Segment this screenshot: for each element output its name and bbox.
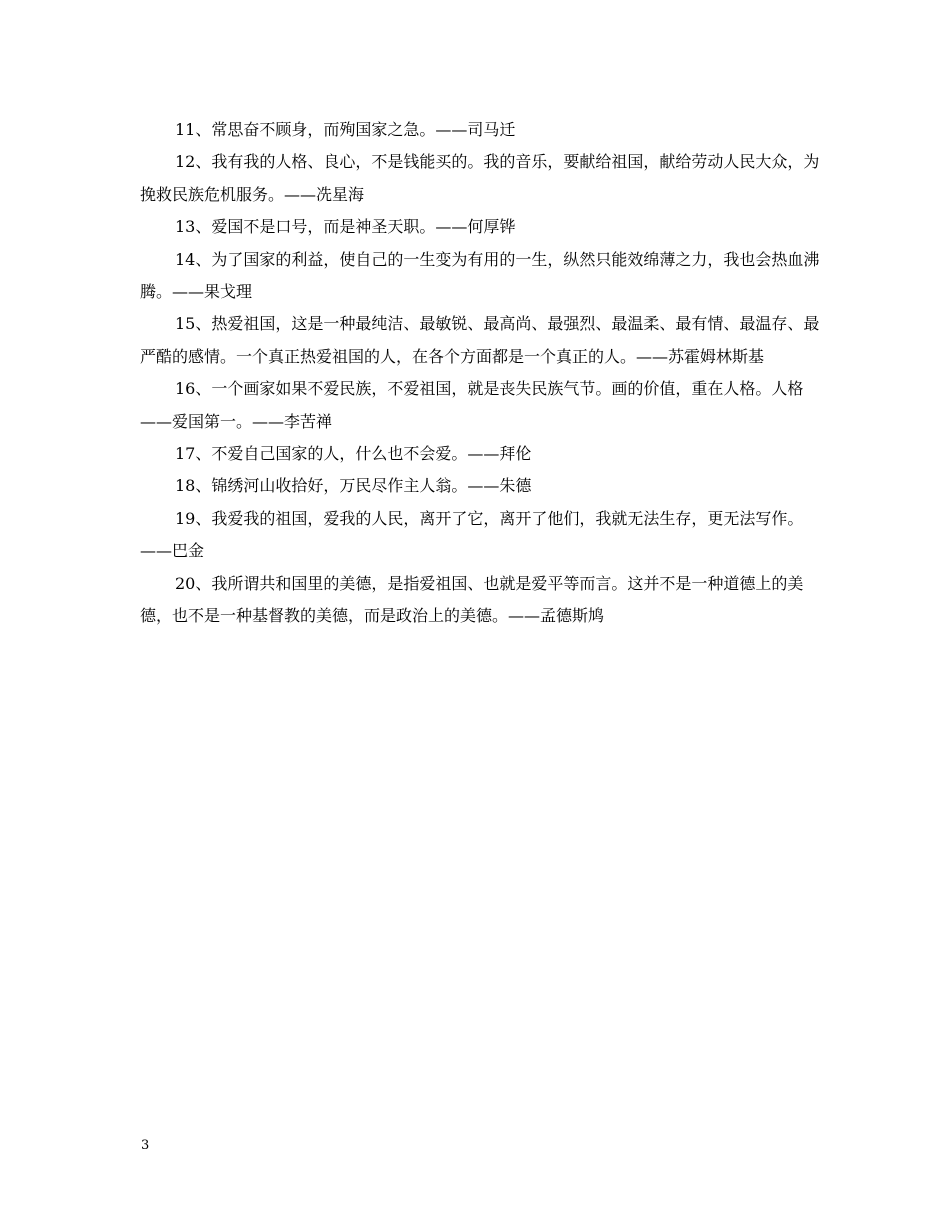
quote-11: 11、常思奋不顾身，而殉国家之急。——司马迁 [175,120,516,139]
quote-13: 13、爱国不是口号，而是神圣天职。——何厚铧 [175,217,516,237]
quote-20: 20、我所谓共和国里的美德，是指爱祖国、也就是爱平等而言。这并不是一种道德上的美德，也不是一种基督教的美德，而是政治上的美德。——孟德斯鸠 [140,573,804,626]
quote-12: 12、我有我的人格、良心，不是钱能买的。我的音乐，要献给祖国，献给劳动人民大众，为挽救民族危机服务。——冼星海 [140,152,820,204]
page-number: 3 [141,1138,150,1153]
quote-14: 14、为了国家的利益，使自己的一生变为有用的一生，纵然只能效绵薄之力，我也会热血沸腾。——果戈理 [140,249,820,302]
quote-18: 18、锦绣河山收拾好，万民尽作主人翁。——朱德 [175,476,532,496]
quote-15: 15、热爱祖国，这是一种最纯洁、最敏锐、最高尚、最强烈、最温柔、最有情、最温存、最严酷的感情。一个真正热爱祖国的人，在各个方面都是一个真正的人。——苏霍姆林斯基 [140,314,820,366]
quote-list [140,114,830,633]
quote-19: 19、我爱我的祖国，爱我的人民，离开了它，离开了他们，我就无法生存，更无法写作。——巴金 [140,508,804,561]
quote-17: 17、不爱自己国家的人，什么也不会爱。——拜伦 [175,444,532,464]
quote-16: 16、一个画家如果不爱民族，不爱祖国，就是丧失民族气节。画的价值，重在人格。人格——爱国第一。——李苦禅 [140,379,804,431]
